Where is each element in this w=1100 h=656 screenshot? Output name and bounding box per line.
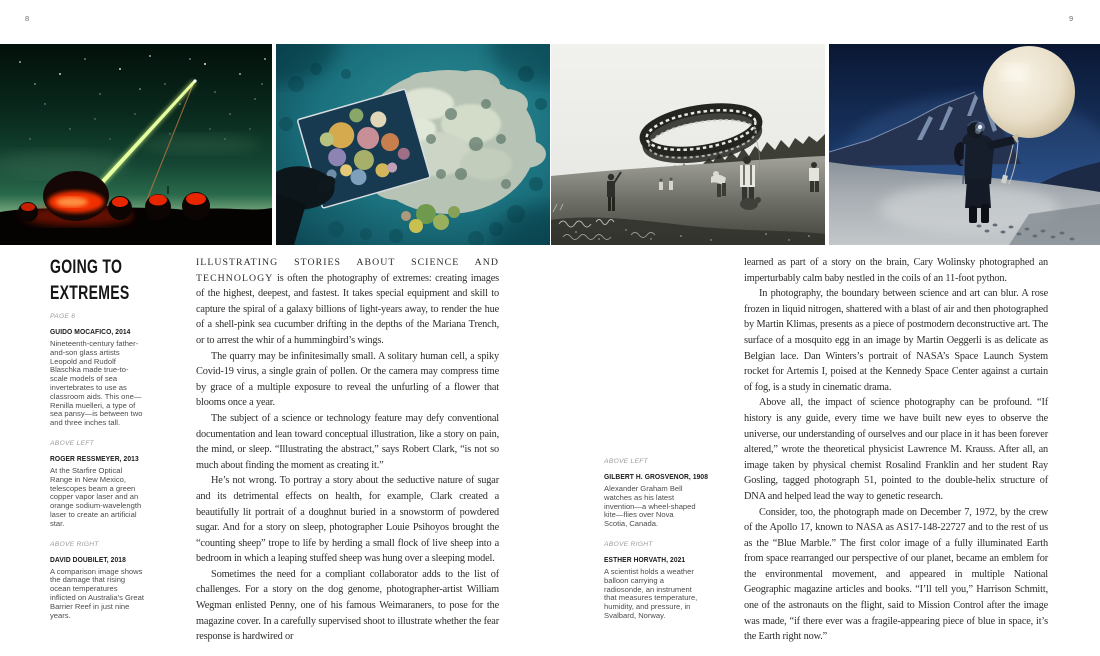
paragraph: learned as part of a story on the brain, Cary Wolinsky photographed an imperturbably calm baby nestled in the coils of an 11-foot python. <box>744 257 1048 284</box>
caption-text: Alexander Graham Bell watches as his latest invention—a wheel-shaped kite—flies over Nova Scotia, Canada. <box>604 484 696 529</box>
caption-text: A comparison image shows the damage that rising ocean temperatures inflicted on Australia’s Great Barrier Reef in just nine years. <box>50 566 144 620</box>
body-column-right <box>744 255 1048 645</box>
chapter-title <box>50 254 194 306</box>
caption-above-right <box>50 540 144 621</box>
page-number-left: 8 <box>25 14 30 23</box>
middle-captions <box>604 457 709 632</box>
paragraph: He’s not wrong. To portray a story about the seductive nature of sugar and its detrimental effects on health, for example, Clark created a beautifully lit portrait of a doughnut buried in a snowstorm of powdered sugar. And for a story on sleep, photographer Louie Psihoyos brought the “counting sheep” trope to life by herding a small flock of live sheep into a bedroom in which a leaping stuffed sheep was hung over a sleeping model. <box>196 475 499 565</box>
weather-balloon-illustration <box>829 44 1100 245</box>
lead-paragraph <box>196 255 499 349</box>
caption-page6 <box>50 312 144 428</box>
caption-credit: ROGER RESSMEYER, 2013 <box>50 453 139 463</box>
caption-credit: GILBERT H. GROSVENOR, 1908 <box>604 472 709 481</box>
photo-weather-balloon <box>829 44 1100 245</box>
sidebar-captions <box>50 312 144 631</box>
caption-label: ABOVE RIGHT <box>50 540 99 548</box>
chapter-title-line2: EXTREMES <box>50 282 130 304</box>
chapter-title-line1: GOING TO <box>50 256 123 278</box>
lead-smallcaps: ILLUSTRATING STORIES ABOUT SCIENCE AND TECHNOLOGY <box>196 257 499 284</box>
lead-paragraph-rest: is often the photography of extremes: creating images of the highest, deepest, and fastest. It takes special equipment and skill to capture the spiral of a galaxy billions of light-years away, to render the hue of a shell-pink sea cucumber drifting in the depths of the Mariana Trench, or to arrest the whir of a hummingbird’s wings. <box>196 272 499 346</box>
body-column-left <box>196 255 499 645</box>
paragraph: The quarry may be infinitesimally small. A solitary human cell, a spiky Covid-19 virus, a single grain of pollen. Or the camera may compress time by grace of a multiple exposure to reveal the unfurling of a flower that blooms once a year. <box>196 350 499 409</box>
photo-coral-comparison <box>276 44 550 245</box>
caption-label: ABOVE RIGHT <box>604 540 653 548</box>
caption-text: At the Starfire Optical Range in New Mexico, telescopes beam a green copper vapor laser and an orange sodium-wavelength laser to create an artificial star. <box>50 465 142 528</box>
caption-text: A scientist holds a weather balloon carrying a radiosonde, an instrument that measures temperature, humidity, and pressure, in Svalbard, Norway. <box>604 566 698 620</box>
paragraph: The subject of a science or technology feature may defy conventional documentation and lean toward conceptual illustration, like a story on pain, the mind, or sleep. “Illustrating the abstract,” says Robert Clark, “is not so much about finding the moment as creating it.” <box>196 412 499 471</box>
caption-label: ABOVE LEFT <box>50 439 94 447</box>
photo-ring-kite <box>551 44 825 245</box>
caption-credit: DAVID DOUBILET, 2018 <box>50 554 126 564</box>
paragraph: Sometimes the need for a compliant collaborator adds to the list of challenges. For a story on the dog genome, photographer-artist William Wegman enlisted Penny, one of his famous Weimaraners, to pose for the magazine cover. In a carefully supervised shoot to illustrate whether the fear response is hardwired or <box>196 568 499 643</box>
caption-above-left <box>50 439 144 529</box>
caption-credit: ESTHER HORVATH, 2021 <box>604 554 686 564</box>
paragraph: In photography, the boundary between science and art can blur. A rose frozen in liquid nitrogen, shattered with a blast of air and then photographed by Martin Klimas, presents as a piece of postmodern deconstructive art. The surface of a mosquito egg in an image by Martin Oeggerli is as delicate as Belgian lace. Dan Winters’s portrait of NASA’s Space Launch System rocket for Artemis I, poised at the Kennedy Space Center against a curtain of fog, is a study in cinematic drama. <box>744 288 1048 393</box>
ring-kite-illustration <box>551 44 825 245</box>
caption-label: PAGE 6 <box>50 313 76 320</box>
photo-laser-observatory <box>0 44 272 245</box>
caption-above-right <box>604 540 698 621</box>
paragraph: Consider, too, the photograph made on December 7, 1972, by the crew of the Apollo 17, known to NASA as AS17-148-22727 and to the rest of us as the “Blue Marble.” The first color image of a fully illuminated Earth from space rearranged our perspective of our planet, became an emblem for the environmental movement, and appeared in multiple National Geographic magazine articles and books. “I’ll tell you,” Harrison Schmitt, one of the astronauts on the flight, said to Mission Control after the image was made, “if there ever was a fragile-appearing piece of blue in space, it’s the Earth right now.” <box>744 506 1048 643</box>
laser-observatory-illustration <box>0 44 272 245</box>
paragraph: Above all, the impact of science photography can be profound. “If history is any guide, every time we have built new eyes to observe the universe, our understanding of ourselves and our place in it has been forever altered,” wrote the theoretical physicist Lawrence M. Krauss. After all, an image taken by physical chemist Rosalind Franklin and her student Ray Gosling, tagged photograph 51, pointed to the double-helix structure of DNA and helped lead the way to genetic research. <box>744 397 1048 502</box>
caption-above-left <box>604 457 709 529</box>
page-number-right: 9 <box>1069 14 1074 23</box>
caption-text: Nineteenth-century father-and-son glass artists Leopold and Rudolf Blaschka made true-to-scale models of sea invertebrates to use as classroom aids. This one—Renilla muelleri, a type of sea pansy—is between two and three inches tall. <box>50 339 143 428</box>
caption-credit: GUIDO MOCAFICO, 2014 <box>50 327 131 336</box>
coral-reef-illustration <box>276 44 550 245</box>
caption-label: ABOVE LEFT <box>604 458 648 465</box>
